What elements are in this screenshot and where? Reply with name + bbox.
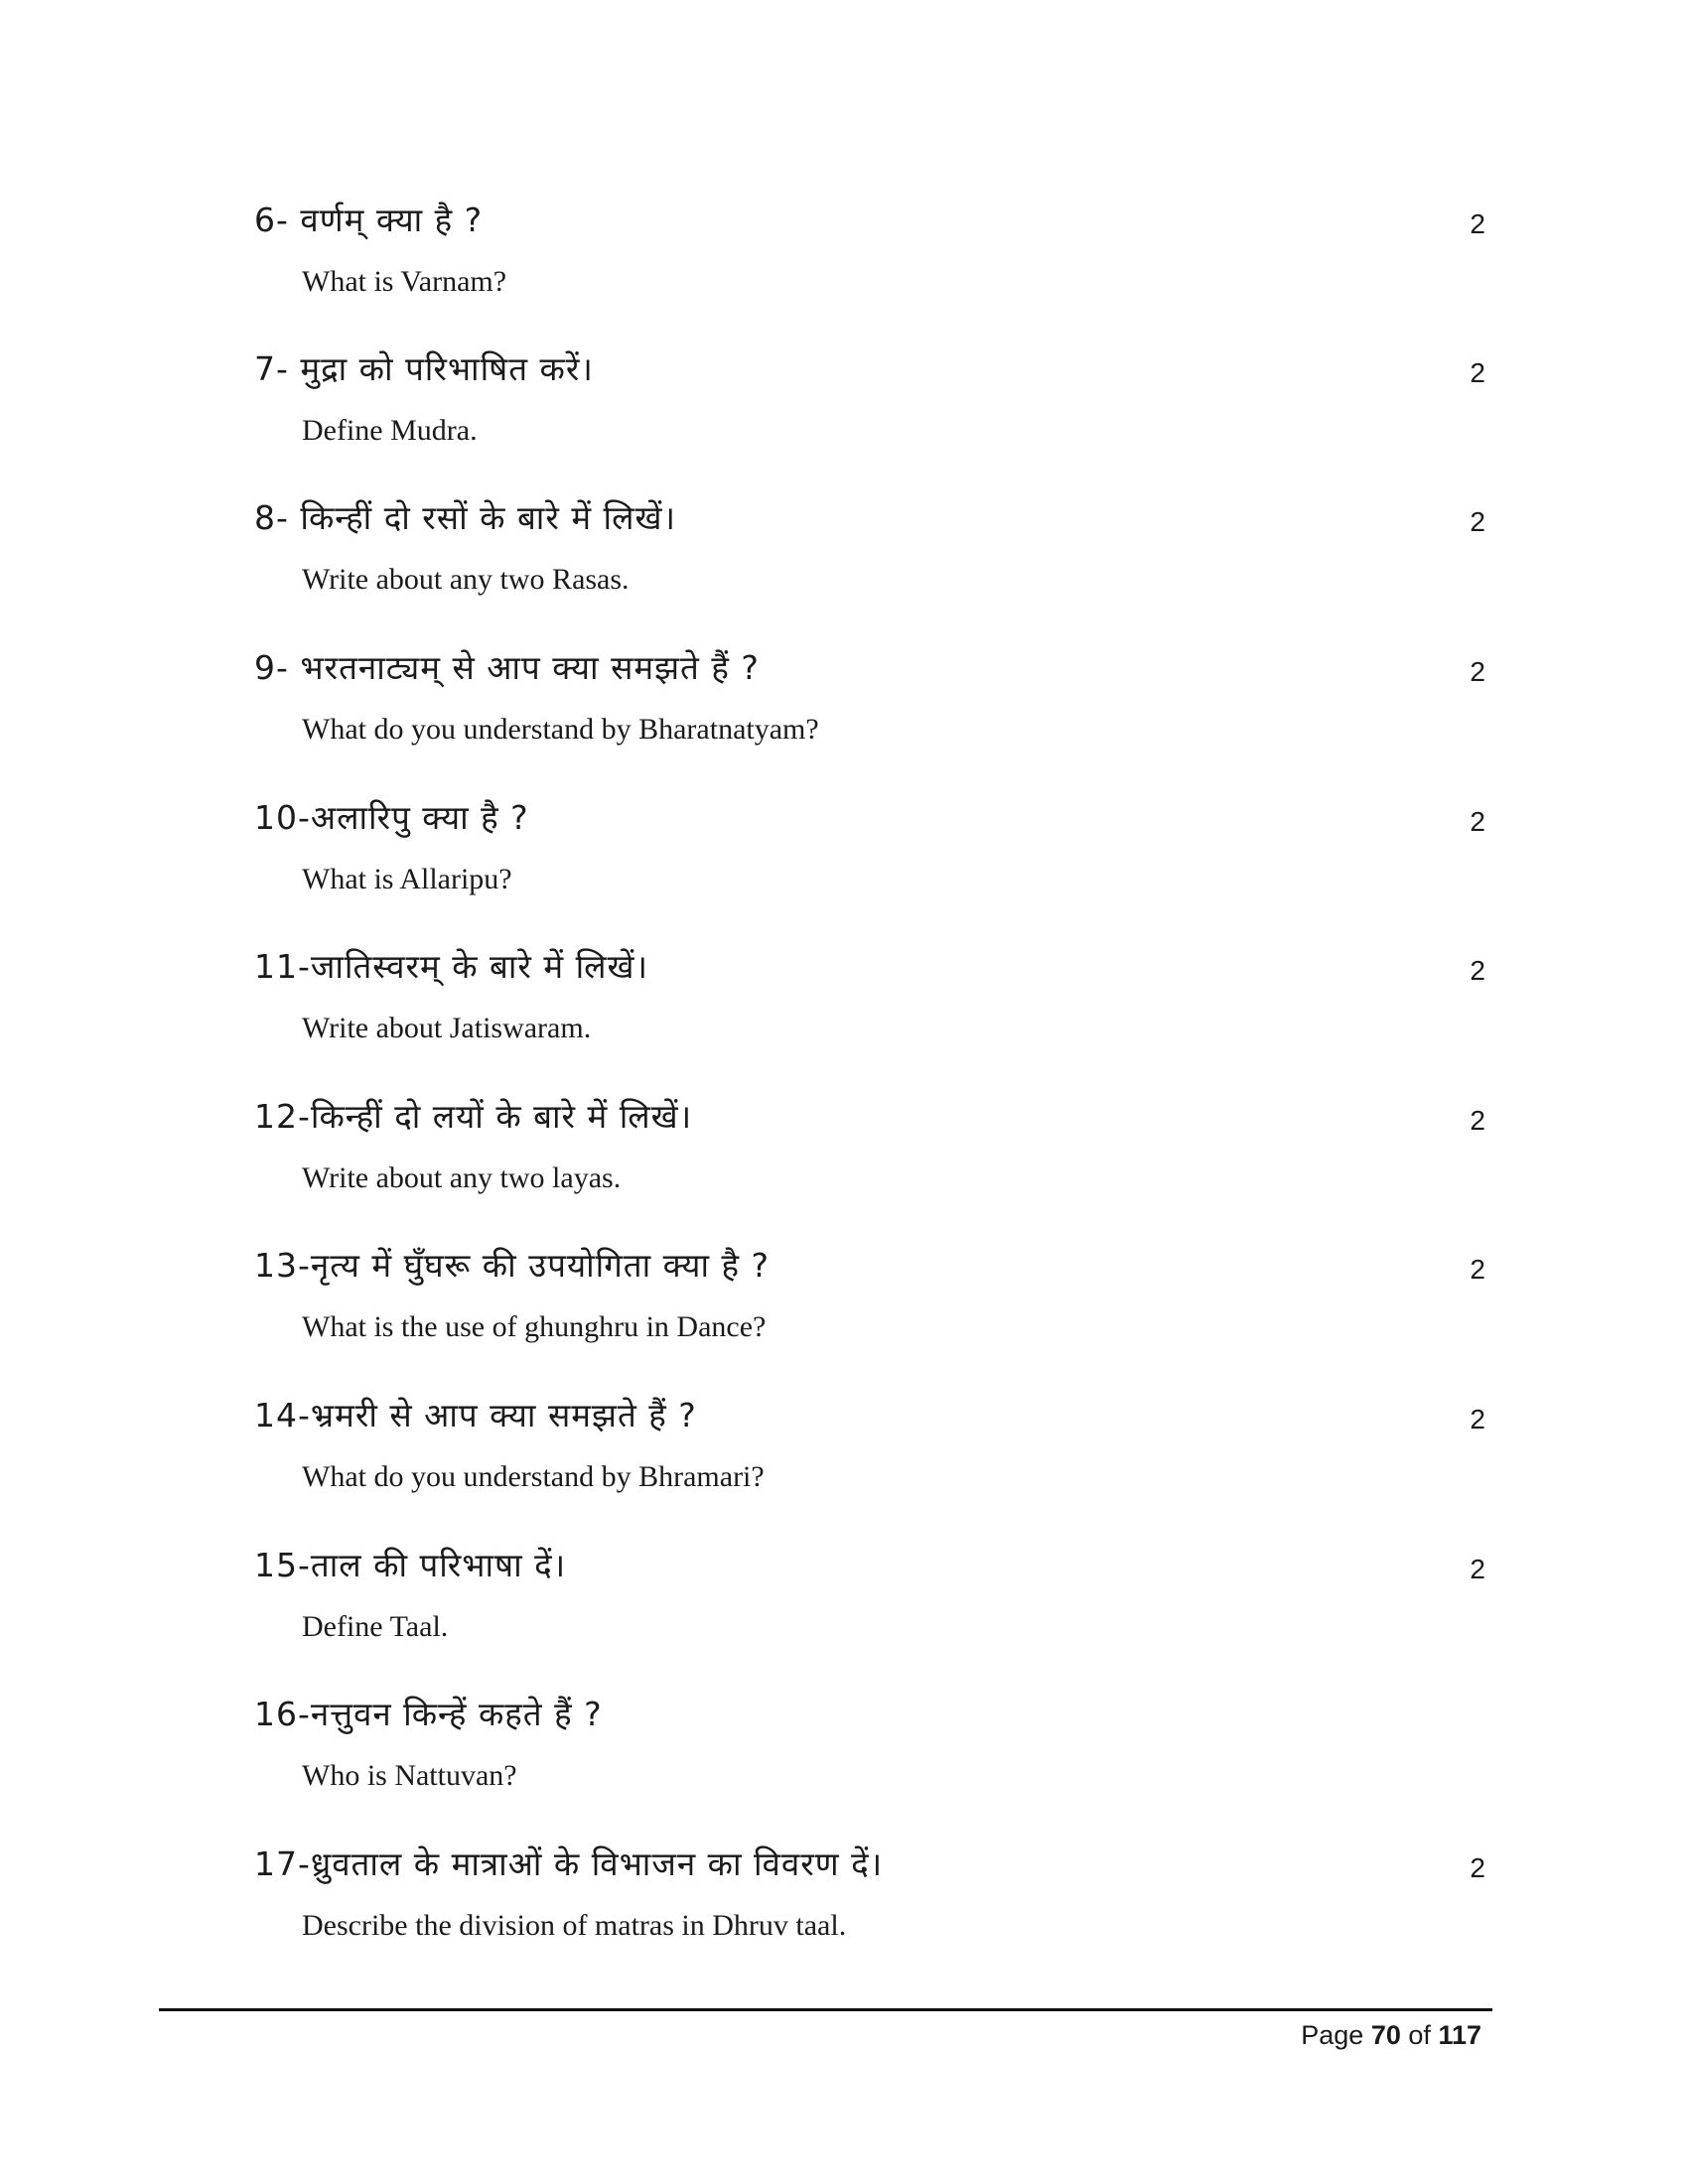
question-marks: 2 bbox=[1470, 208, 1485, 239]
question-11 bbox=[254, 945, 1485, 1064]
question-hindi: 16-नत्तुवन किन्हें कहते हैं ? bbox=[254, 1695, 603, 1733]
question-13 bbox=[254, 1244, 1485, 1363]
page-label: Page bbox=[1301, 2020, 1364, 2050]
question-marks: 2 bbox=[1470, 357, 1485, 388]
question-english: Write about any two layas. bbox=[302, 1161, 622, 1194]
question-marks: 2 bbox=[1470, 955, 1485, 986]
question-english: Write about Jatiswaram. bbox=[302, 1012, 592, 1044]
question-hindi: 15-ताल की परिभाषा दें। bbox=[254, 1546, 567, 1584]
question-english: Define Taal. bbox=[302, 1610, 449, 1643]
question-8 bbox=[254, 496, 1485, 615]
footer-divider bbox=[159, 2008, 1492, 2011]
question-17 bbox=[254, 1843, 1485, 1962]
question-marks: 2 bbox=[1470, 1852, 1485, 1883]
question-hindi: 11-जातिस्वरम् के बारे में लिखें। bbox=[254, 947, 649, 986]
question-6 bbox=[254, 199, 1485, 318]
question-english: Describe the division of matras in Dhruv taal. bbox=[302, 1909, 847, 1942]
question-marks: 2 bbox=[1470, 656, 1485, 687]
question-hindi: 9- भरतनाट्यम् से आप क्या समझते हैं ? bbox=[254, 648, 760, 687]
question-9 bbox=[254, 646, 1485, 765]
question-english: What do you understand by Bhramari? bbox=[302, 1460, 765, 1493]
question-marks: 2 bbox=[1470, 1554, 1485, 1584]
question-hindi: 7- मुद्रा को परिभाषित करें। bbox=[254, 349, 594, 388]
question-marks: 2 bbox=[1470, 1105, 1485, 1136]
page-number: 70 bbox=[1370, 2020, 1401, 2050]
question-marks: 2 bbox=[1470, 1254, 1485, 1285]
question-hindi: 14-भ्रमरी से आप क्या समझते हैं ? bbox=[254, 1396, 697, 1434]
question-hindi: 12-किन्हीं दो लयों के बारे में लिखें। bbox=[254, 1097, 693, 1136]
question-hindi: 6- वर्णम् क्या है ? bbox=[254, 201, 484, 239]
question-marks: 2 bbox=[1470, 1404, 1485, 1434]
question-hindi: 13-नृत्य में घुँघरू की उपयोगिता क्या है ? bbox=[254, 1246, 771, 1285]
question-hindi: 10-अलारिपु क्या है ? bbox=[254, 798, 529, 837]
question-hindi: 8- किन्हीं दो रसों के बारे में लिखें। bbox=[254, 498, 676, 537]
question-10 bbox=[254, 796, 1485, 915]
question-16 bbox=[254, 1693, 1485, 1812]
question-marks: 2 bbox=[1470, 806, 1485, 837]
question-marks: 2 bbox=[1470, 506, 1485, 537]
page-of-label: of bbox=[1408, 2020, 1431, 2050]
question-hindi: 17-ध्रुवताल के मात्राओं के विभाजन का विवरण दें। bbox=[254, 1844, 884, 1883]
question-english: What is Varnam? bbox=[302, 265, 507, 298]
page-total: 117 bbox=[1438, 2020, 1481, 2050]
question-english: What is the use of ghunghru in Dance? bbox=[302, 1310, 767, 1343]
question-english: Write about any two Rasas. bbox=[302, 563, 630, 596]
question-english: What do you understand by Bharatnatyam? bbox=[302, 713, 819, 746]
question-english: Who is Nattuvan? bbox=[302, 1759, 517, 1792]
question-english: Define Mudra. bbox=[302, 414, 478, 447]
question-7 bbox=[254, 347, 1485, 467]
question-12 bbox=[254, 1095, 1485, 1214]
question-15 bbox=[254, 1544, 1485, 1663]
question-14 bbox=[254, 1394, 1485, 1513]
question-english: What is Allaripu? bbox=[302, 863, 512, 895]
page-footer bbox=[1301, 2015, 1481, 2055]
